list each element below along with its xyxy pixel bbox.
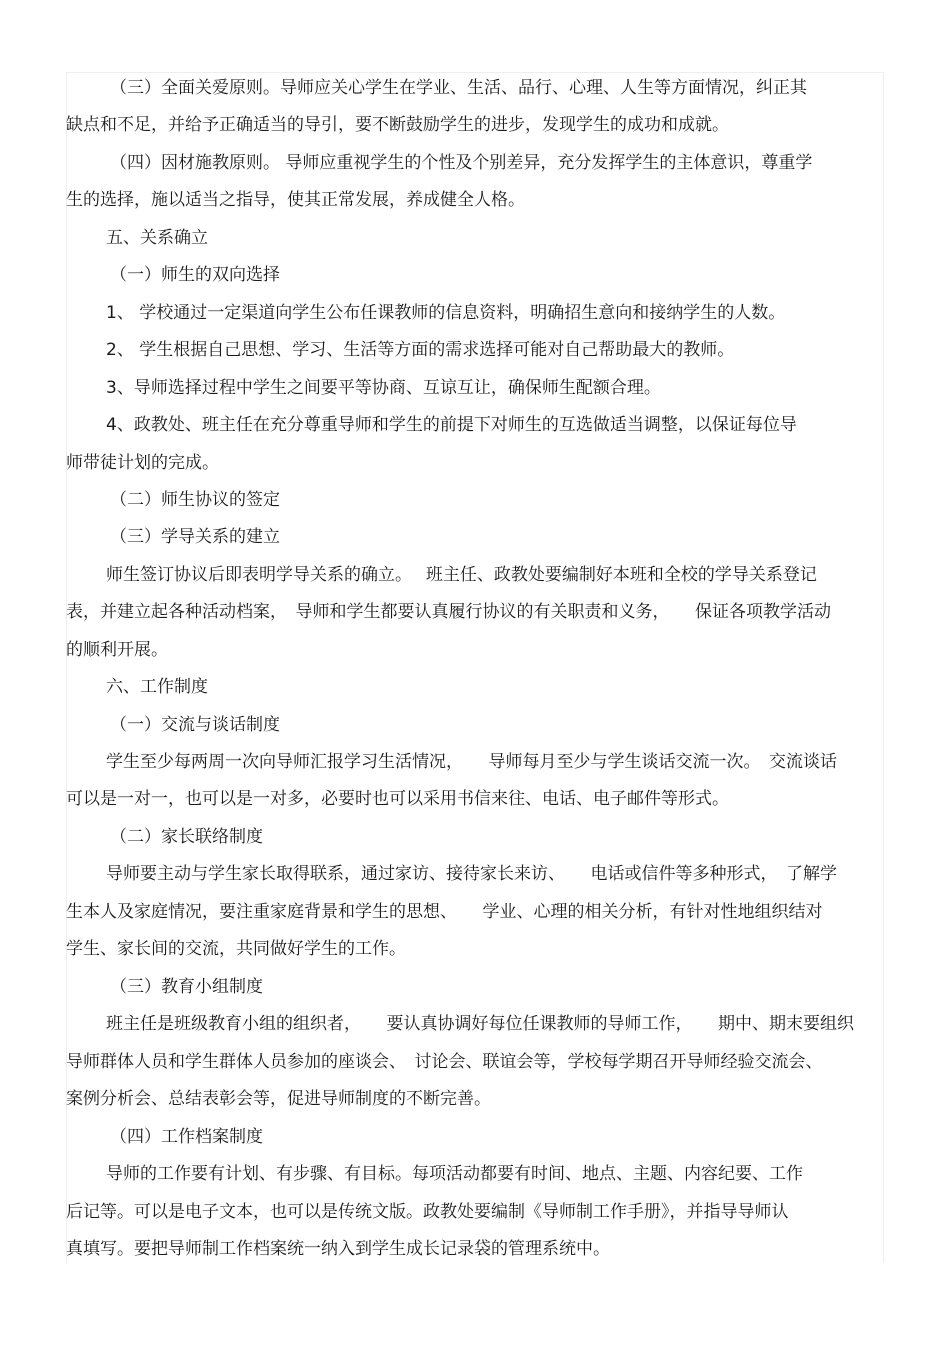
archive-paragraph-line-3: 真填写。要把导师制工作档案统一纳入到学生成长记录袋的管理系统中。 (66, 1239, 610, 1259)
list-item-4-line-1: 4、政教处、班主任在充分尊重导师和学生的前提下对师生的互选做适当调整，以保证每位导 (106, 415, 797, 435)
subsection-6-1-heading: （一）交流与谈话制度 (110, 715, 280, 735)
list-item-4-line-2: 师带徒计划的完成。 (66, 453, 219, 473)
subsection-6-4-heading: （四）工作档案制度 (110, 1127, 263, 1147)
section-6-heading: 六、工作制度 (106, 677, 208, 697)
archive-paragraph-line-1: 导师的工作要有计划、有步骤、有目标。每项活动都要有时间、地点、主题、内容纪要、工作 (106, 1164, 803, 1184)
parent-contact-paragraph-line-1: 导师要主动与学生家长取得联系，通过家访、接待家长来访、 电话或信件等多种形式， 了解学 (106, 864, 837, 884)
education-group-paragraph-line-1: 班主任是班级教育小组的组织者， 要认真协调好每位任课教师的导师工作， 期中、期末要组织 (106, 1014, 854, 1034)
education-group-paragraph-line-3: 案例分析会、总结表彰会等，促进导师制度的不断完善。 (66, 1089, 491, 1109)
list-item-1: 1、 学校通过一定渠道向学生公布任课教师的信息资料，明确招生意向和接纳学生的人数。 (106, 303, 786, 323)
list-item-2: 2、 学生根据自己思想、学习、生活等方面的需求选择可能对自己帮助最大的教师。 (106, 340, 735, 360)
principle-3-line-1: （三）全面关爱原则。导师应关心学生在学业、生活、品行、心理、人生等方面情况，纠正其 (110, 78, 807, 98)
communication-paragraph-line-2: 可以是一对一，也可以是一对多，必要时也可以采用书信来往、电话、电子邮件等形式。 (66, 789, 729, 809)
subsection-5-1-heading: （一）师生的双向选择 (110, 265, 280, 285)
list-item-3: 3、导师选择过程中学生之间要平等协商、互谅互让，确保师生配额合理。 (106, 378, 661, 398)
principle-4-line-1: （四）因材施教原则。 导师应重视学生的个性及个别差异，充分发挥学生的主体意识，尊重学 (110, 153, 813, 173)
section-5-heading: 五、关系确立 (106, 228, 208, 248)
communication-paragraph-line-1: 学生至少每两周一次向导师汇报学习生活情况， 导师每月至少与学生谈话交流一次。 交流谈话 (106, 752, 837, 772)
archive-paragraph-line-2: 后记等。可以是电子文本，也可以是传统文版。政教处要编制《导师制工作手册》，并指导导师认 (66, 1202, 789, 1222)
principle-4-line-2: 生的选择，施以适当之指导，使其正常发展，养成健全人格。 (66, 190, 525, 210)
relationship-paragraph-line-1: 师生签订协议后即表明学导关系的确立。 班主任、政教处要编制好本班和全校的学导关系登记 (106, 565, 817, 585)
parent-contact-paragraph-line-3: 学生、家长间的交流，共同做好学生的工作。 (66, 939, 406, 959)
education-group-paragraph-line-2: 导师群体人员和学生群体人员参加的座谈会、 讨论会、联谊会等，学校每学期召开导师经验交流会、 (66, 1052, 823, 1072)
subsection-6-2-heading: （二）家长联络制度 (110, 827, 263, 847)
subsection-5-3-heading: （三）学导关系的建立 (110, 527, 280, 547)
subsection-5-2-heading: （二）师生协议的签定 (110, 490, 280, 510)
relationship-paragraph-line-2: 表，并建立起各种活动档案， 导师和学生都要认真履行协议的有关职责和义务， 保证各项教学活动 (66, 602, 831, 622)
subsection-6-3-heading: （三）教育小组制度 (110, 977, 263, 997)
parent-contact-paragraph-line-2: 生本人及家庭情况，要注重家庭背景和学生的思想、 学业、心理的相关分析，有针对性地组织结对 (66, 902, 823, 922)
relationship-paragraph-line-3: 的顺利开展。 (66, 640, 168, 660)
principle-3-line-2: 缺点和不足，并给予正确适当的导引，要不断鼓励学生的进步，发现学生的成功和成就。 (66, 115, 729, 135)
